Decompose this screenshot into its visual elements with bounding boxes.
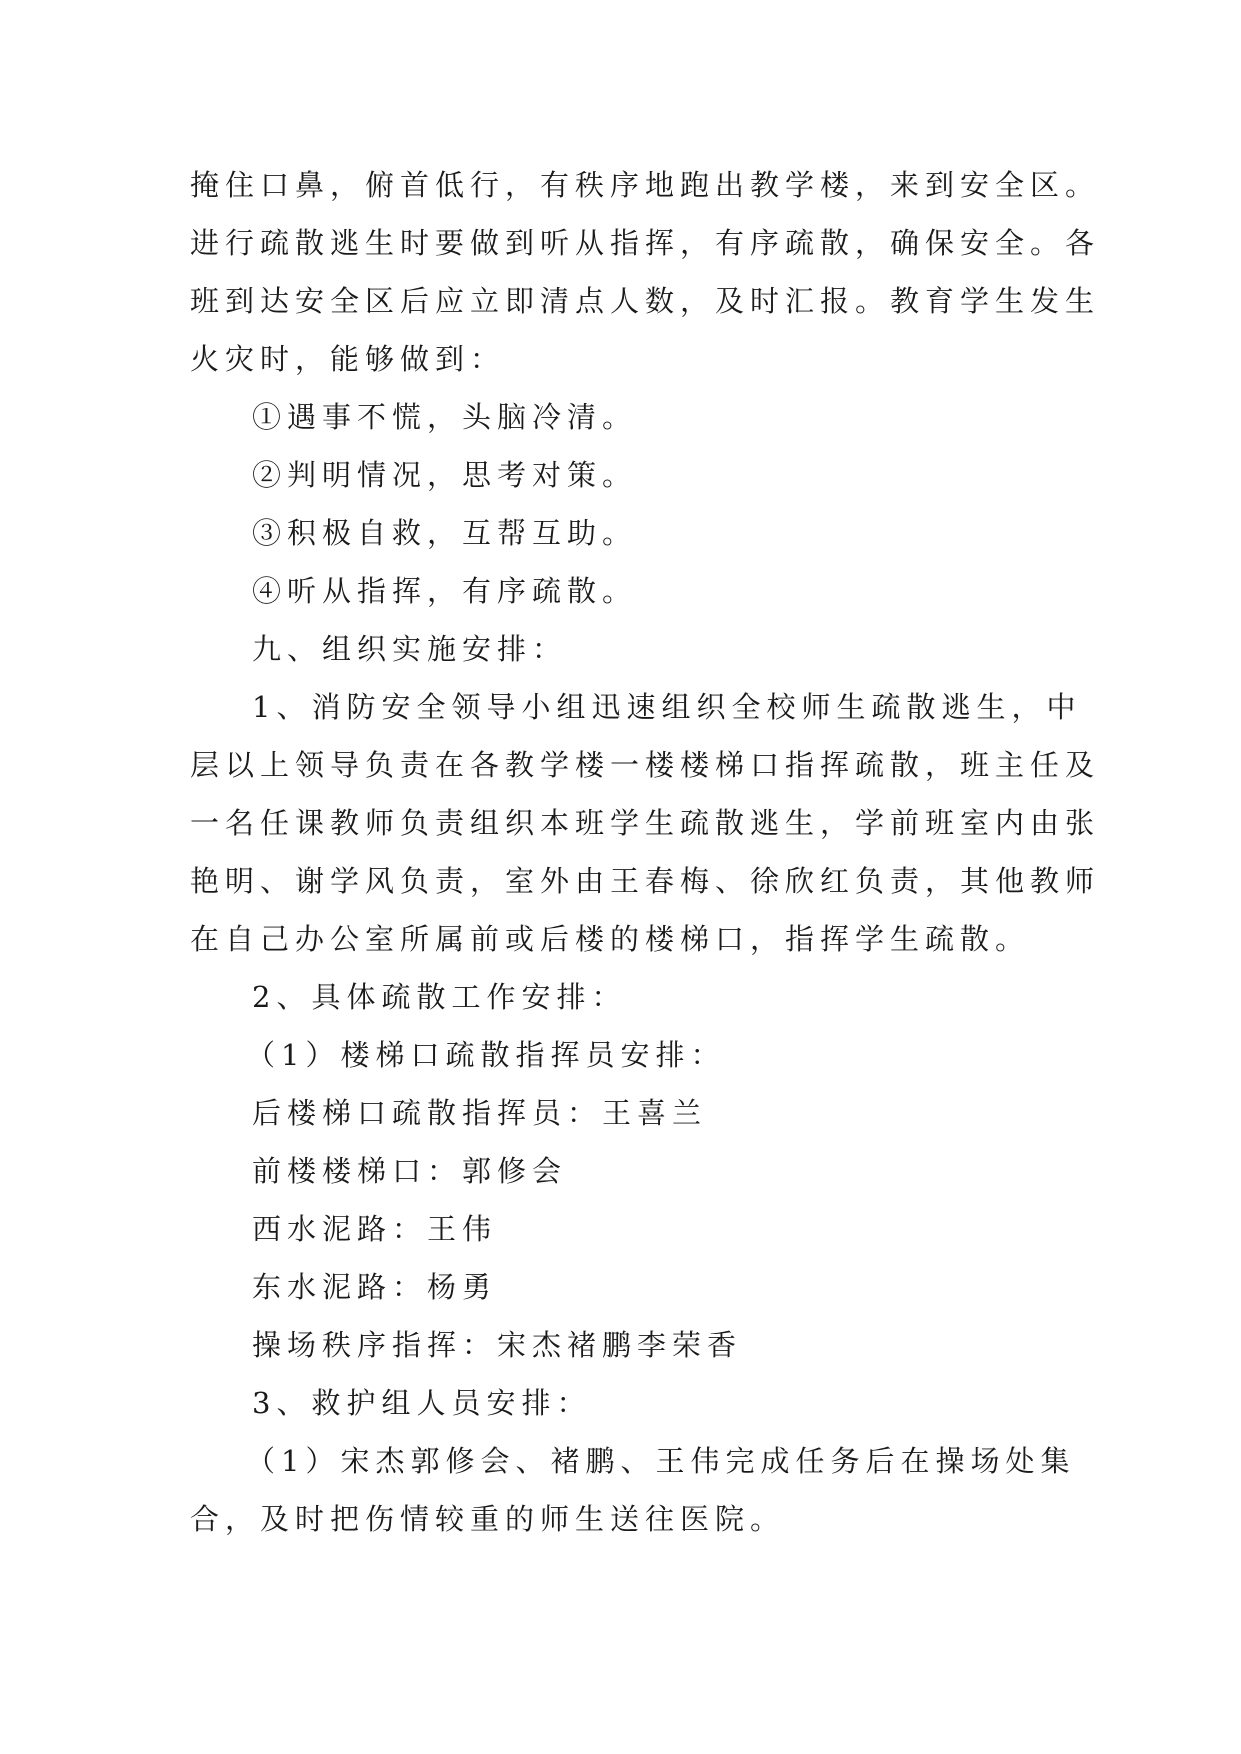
assignment-item: 前楼楼梯口：郭修会: [252, 1154, 568, 1188]
text-line: 合，及时把伤情较重的师生送往医院。: [190, 1502, 786, 1536]
assignment-item: 西水泥路：王伟: [252, 1212, 498, 1246]
assignment-item: 后楼梯口疏散指挥员：王喜兰: [252, 1096, 708, 1130]
subsection-heading: 3、救护组人员安排：: [252, 1386, 592, 1420]
document-body: [190, 156, 1101, 1548]
text-line: 班到达安全区后应立即清点人数，及时汇报。教育学生发生: [190, 284, 1101, 318]
list-item: ①遇事不慌，头脑冷清。: [252, 400, 638, 434]
subsection-heading: 2、具体疏散工作安排：: [252, 980, 627, 1014]
text-line: （1）宋杰郭修会、褚鹏、王伟完成任务后在操场处集: [246, 1444, 1076, 1478]
sub-item-heading: （1）楼梯口疏散指挥员安排：: [246, 1038, 726, 1072]
text-line: 一名任课教师负责组织本班学生疏散逃生，学前班室内由张: [190, 806, 1101, 840]
assignment-item: 东水泥路：杨勇: [252, 1270, 498, 1304]
paragraph-leadership: [190, 678, 1101, 968]
paragraph-safety-evacuation: [190, 156, 1101, 388]
paragraph-rescue: [190, 1432, 1076, 1548]
text-line: 艳明、谢学风负责，室外由王春梅、徐欣红负责，其他教师: [190, 864, 1101, 898]
list-item: ④听从指挥，有序疏散。: [252, 574, 638, 608]
text-line: 掩住口鼻，俯首低行，有秩序地跑出教学楼，来到安全区。: [190, 168, 1101, 202]
assignment-list: [190, 1084, 1070, 1374]
text-line: 层以上领导负责在各教学楼一楼楼梯口指挥疏散，班主任及: [190, 748, 1101, 782]
text-line: 1、消防安全领导小组迅速组织全校师生疏散逃生，中: [252, 690, 1082, 724]
assignment-item: 操场秩序指挥：宋杰褚鹏李荣香: [252, 1328, 743, 1362]
text-line: 在自己办公室所属前或后楼的楼梯口，指挥学生疏散。: [190, 922, 1031, 956]
text-line: 进行疏散逃生时要做到听从指挥，有序疏散，确保安全。各: [190, 226, 1101, 260]
list-item: ②判明情况，思考对策。: [252, 458, 638, 492]
list-item: ③积极自救，互帮互助。: [252, 516, 638, 550]
text-line: 火灾时，能够做到：: [190, 342, 506, 376]
list-fire-principles: [190, 388, 1070, 620]
section-heading: 九、组织实施安排：: [252, 632, 568, 666]
